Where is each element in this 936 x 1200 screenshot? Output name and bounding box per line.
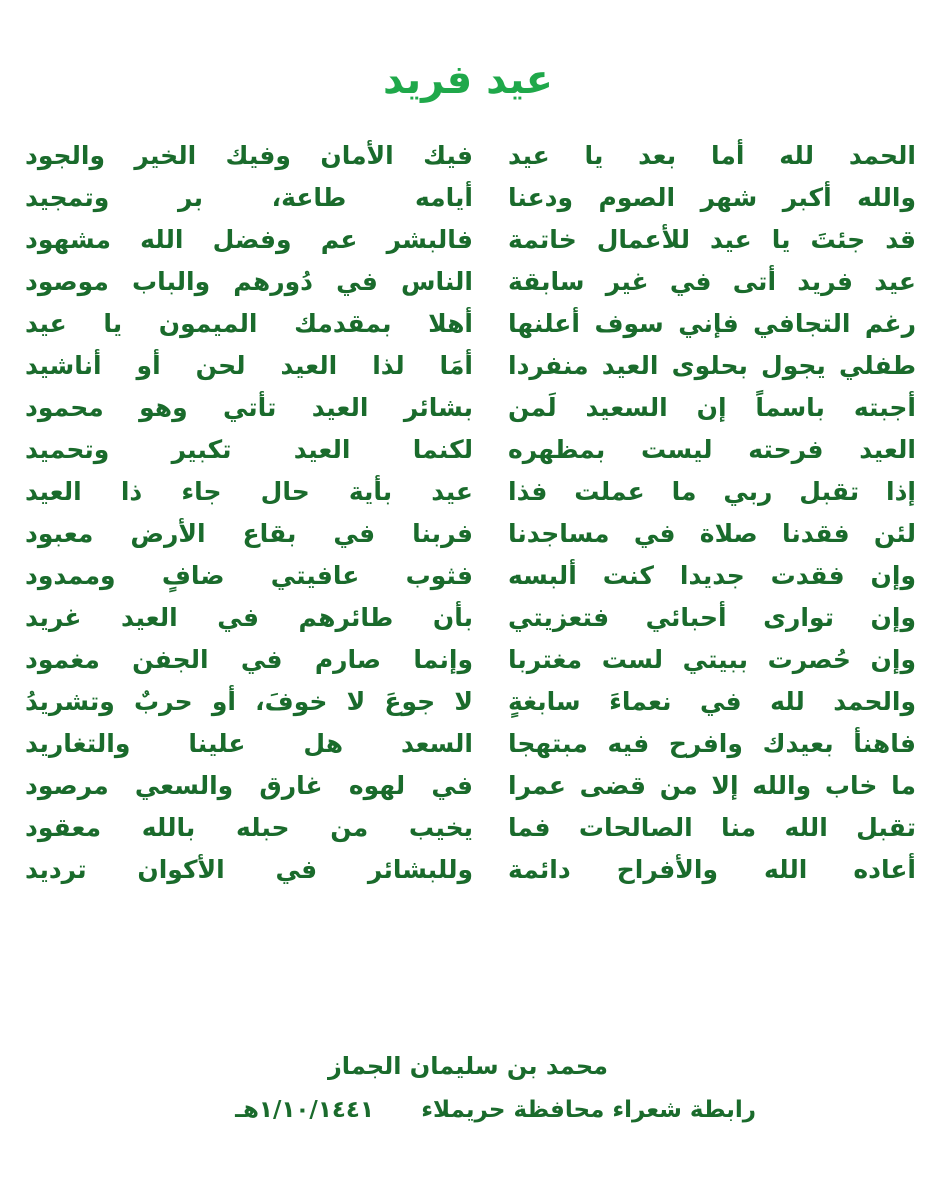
poets-association: رابطة شعراء محافظة حريملاء xyxy=(421,1097,756,1123)
verse-left-3: فالبشر عم وفضل الله مشهود xyxy=(25,225,473,254)
verse-left-6: أمَا لذا العيد لحن أو أناشيد xyxy=(25,351,473,380)
verse-right-18: أعاده الله والأفراح دائمة xyxy=(508,855,916,884)
verse-right-8: العيد فرحته ليست بمظهره xyxy=(508,435,916,464)
verse-left-12: بأن طائرهم في العيد غريد xyxy=(25,603,473,632)
verse-left-16: في لهوه غارق والسعي مرصود xyxy=(25,771,473,800)
verse-right-3: قد جئتَ يا عيد للأعمال خاتمة xyxy=(508,225,916,254)
verse-left-10: فربنا في بقاع الأرض معبود xyxy=(25,519,473,548)
verse-right-11: وإن فقدت جديدا كنت ألبسه xyxy=(508,561,916,590)
hijri-date: ١/١٠/١٤٤١هـ xyxy=(235,1097,374,1123)
verse-right-1: الحمد لله أما بعد يا عيد xyxy=(508,141,916,170)
poem-title: عيد فريد xyxy=(383,57,553,103)
verse-left-2: أيامه طاعة، بر وتمجيد xyxy=(25,183,473,212)
verse-right-15: فاهنأ بعيدك وافرح فيه مبتهجا xyxy=(508,729,916,758)
verse-right-2: والله أكبر شهر الصوم ودعنا xyxy=(508,183,916,212)
author-name: محمد بن سليمان الجماز xyxy=(327,1052,609,1080)
verse-left-15: السعد هل علينا والتغاريد xyxy=(25,729,473,758)
verse-right-10: لئن فقدنا صلاة في مساجدنا xyxy=(508,519,916,548)
verse-left-18: وللبشائر في الأكوان ترديد xyxy=(25,855,473,884)
verse-right-6: طفلي يجول بحلوى العيد منفردا xyxy=(508,351,916,380)
right-verse-column xyxy=(508,135,916,891)
verse-right-12: وإن توارى أحبائي فتعزيتي xyxy=(508,603,916,632)
verse-right-16: ما خاب والله إلا من قضى عمرا xyxy=(508,771,916,800)
verse-left-14: لا جوعَ لا خوفَ، أو حربٌ وتشريدُ xyxy=(25,687,473,716)
left-verse-column xyxy=(25,135,473,891)
verse-right-4: عيد فريد أتى في غير سابقة xyxy=(508,267,916,296)
verse-right-14: والحمد لله في نعماءَ سابغةٍ xyxy=(508,687,916,716)
verse-left-5: أهلا بمقدمك الميمون يا عيد xyxy=(25,309,473,338)
verse-left-1: فيك الأمان وفيك الخير والجود xyxy=(25,141,473,170)
verse-right-5: رغم التجافي فإني سوف أعلنها xyxy=(508,309,916,338)
verse-right-9: إذا تقبل ربي ما عملت فذا xyxy=(508,477,916,506)
verse-left-17: يخيب من حبله بالله معقود xyxy=(25,813,473,842)
verse-left-4: الناس في دُورهم والباب موصود xyxy=(25,267,473,296)
verse-right-13: وإن حُصرت ببيتي لست مغتربا xyxy=(508,645,916,674)
signature-footer xyxy=(0,1090,936,1130)
verse-right-17: تقبل الله منا الصالحات فما xyxy=(508,813,916,842)
verse-left-9: عيد بأية حال جاء ذا العيد xyxy=(25,477,473,506)
verse-left-7: بشائر العيد تأتي وهو محمود xyxy=(25,393,473,422)
verse-left-8: لكنما العيد تكبير وتحميد xyxy=(25,435,473,464)
verse-right-7: أجبته باسماً إن السعيد لَمن xyxy=(508,393,916,422)
verse-left-13: وإنما صارم في الجفن مغمود xyxy=(25,645,473,674)
verse-left-11: فثوب عافيتي ضافٍ وممدود xyxy=(25,561,473,590)
